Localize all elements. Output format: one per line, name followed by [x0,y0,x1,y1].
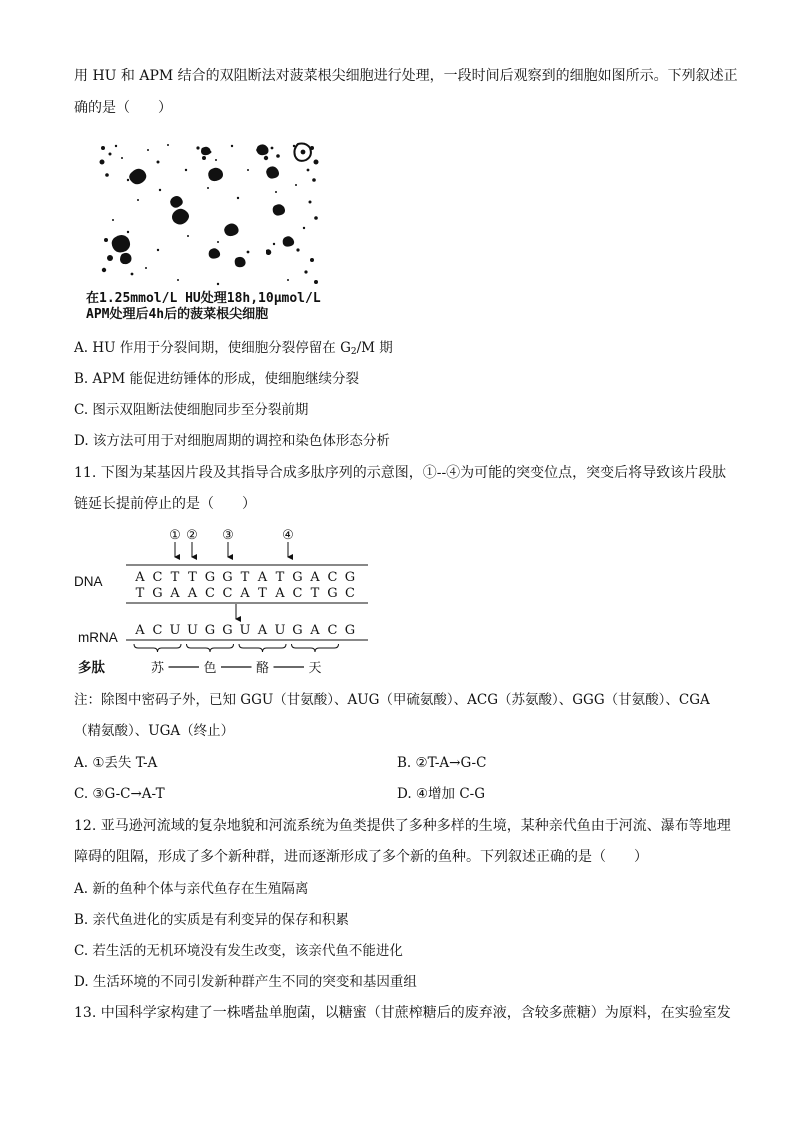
q10-stem-line2: 确的是（ ） [74,100,172,116]
q12-option-d: D. 生活环境的不同引发新种群产生不同的突变和基因重组 [74,974,417,990]
dna-top-base: G [204,570,216,585]
micrograph-caption-line1: 在1.25mmol/L HU处理18h,10μmol/L [86,291,321,306]
codon-brace [187,644,234,652]
dna-top-base: G [344,570,356,585]
dna-bottom-base: G [327,586,338,601]
dna-top-base: C [327,570,338,585]
dna-bottom-base: A [275,586,285,601]
mrna-base: G [222,623,233,638]
micrograph-caption-line2: APM处理后4h后的菠菜根尖细胞 [86,307,269,322]
dna-top-base: G [222,570,233,585]
mutation-site-mark: ④ [282,528,294,543]
dna-bottom-base: T [310,586,320,601]
dna-bottom-base: A [170,586,180,601]
codon-brace [292,644,339,652]
dna-bottom-base: T [258,586,267,601]
q10-option-a: A. HU 作用于分裂间期，使细胞分裂停留在 $G_2/M$ 期 [74,340,393,357]
mrna-base: U [274,623,286,638]
micrograph-image [98,140,320,290]
mrna-base: G [344,623,356,638]
dna-label: DNA [74,574,103,589]
q12-option-a: A. 新的鱼种个体与亲代鱼存在生殖隔离 [74,881,309,897]
dna-top-base: C [152,570,163,585]
dna-top-base: A [310,570,320,585]
mrna-base: A [135,623,145,638]
dna-bottom-base: C [292,586,303,601]
q10-option-b: B. APM 能促进纺锤体的形成，使细胞继续分裂 [74,371,359,387]
amino-acid: 天 [308,661,322,676]
mrna-base: U [187,623,198,638]
dna-top-base: T [275,570,285,585]
peptide-label: 多肽 [78,660,105,675]
codon-brace [239,644,286,652]
amino-acid: 色 [203,661,217,676]
q13-stem-line1: 13. 中国科学家构建了一株嗜盐单胞菌，以糖蜜（甘蔗榨糖后的废弃液，含较多蔗糖）为原料，在实验室发 [74,1005,731,1021]
mrna-base: U [169,623,181,638]
q11-option-b: B. ②T-A→G-C [397,755,487,771]
mrna-base: A [257,623,268,638]
dna-bottom-base: A [240,586,250,601]
dna-top-base: T [170,570,180,585]
q10-stem-line1: 用 HU 和 APM 结合的双阻断法对菠菜根尖细胞进行处理，一段时间后观察到的细胞如图所示。下列叙述正 [74,68,738,84]
q11-option-d: D. ④增加 C-G [397,786,485,802]
mutation-site-mark: ② [186,528,198,543]
amino-acid: 酪 [255,661,270,676]
q10-option-d: D. 该方法可用于对细胞周期的调控和染色体形态分析 [74,433,390,449]
q12-option-c: C. 若生活的无机环境没有发生改变，该亲代鱼不能进化 [74,943,403,959]
mrna-base: U [239,623,251,638]
mrna-base: G [292,623,303,638]
dna-bottom-base: A [187,586,198,601]
dna-bottom-base: T [135,586,145,601]
mutation-site-mark: ③ [222,528,234,543]
mrna-base: C [327,623,338,638]
q11-note-line1: 注：除图中密码子外，已知 GGU（甘氨酸）、AUG（甲硫氨酸）、ACG（苏氨酸）、GGG（甘氨酸）、CGA [74,692,710,708]
q11-option-c: C. ③G-C→A-T [74,786,165,802]
mrna-label: mRNA [78,630,118,645]
q12-stem-line2: 障碍的阻隔，形成了多个新种群，进而逐渐形成了多个新的鱼种。下列叙述正确的是（ ） [74,849,648,865]
dna-bottom-base: C [222,586,233,601]
q11-option-a: A. ①丢失 T-A [74,755,158,771]
dna-bottom-base: C [205,586,215,601]
q12-stem-line1: 12. 亚马逊河流域的复杂地貌和河流系统为鱼类提供了多种多样的生境，某种亲代鱼由于河流、瀑布等地理 [74,818,731,834]
q11-stem-line1: 11. 下图为某基因片段及其指导合成多肽序列的示意图，①--④为可能的突变位点，突变后将导致该片段肽 [74,465,727,481]
dna-top-base: T [188,570,197,585]
dna-top-base: T [240,570,250,585]
dna-top-base: G [292,570,303,585]
dna-top-base: A [257,570,268,585]
dna-top-base: A [135,570,145,585]
dna-bottom-base: C [345,586,355,601]
q11-note-line2: （精氨酸）、UGA（终止） [74,723,235,739]
dna-bottom-base: G [152,586,163,601]
amino-acid: 苏 [150,661,165,676]
mrna-base: A [310,623,320,638]
gene-mutation-diagram [72,524,372,684]
q10-option-c: C. 图示双阻断法使细胞同步至分裂前期 [74,402,309,418]
q11-stem-line2: 链延长提前停止的是（ ） [74,496,256,512]
mrna-base: C [152,623,163,638]
mrna-base: G [204,623,216,638]
mutation-site-mark: ① [169,528,181,543]
q12-option-b: B. 亲代鱼进化的实质是有利变异的保存和积累 [74,912,350,928]
codon-brace [134,644,181,652]
